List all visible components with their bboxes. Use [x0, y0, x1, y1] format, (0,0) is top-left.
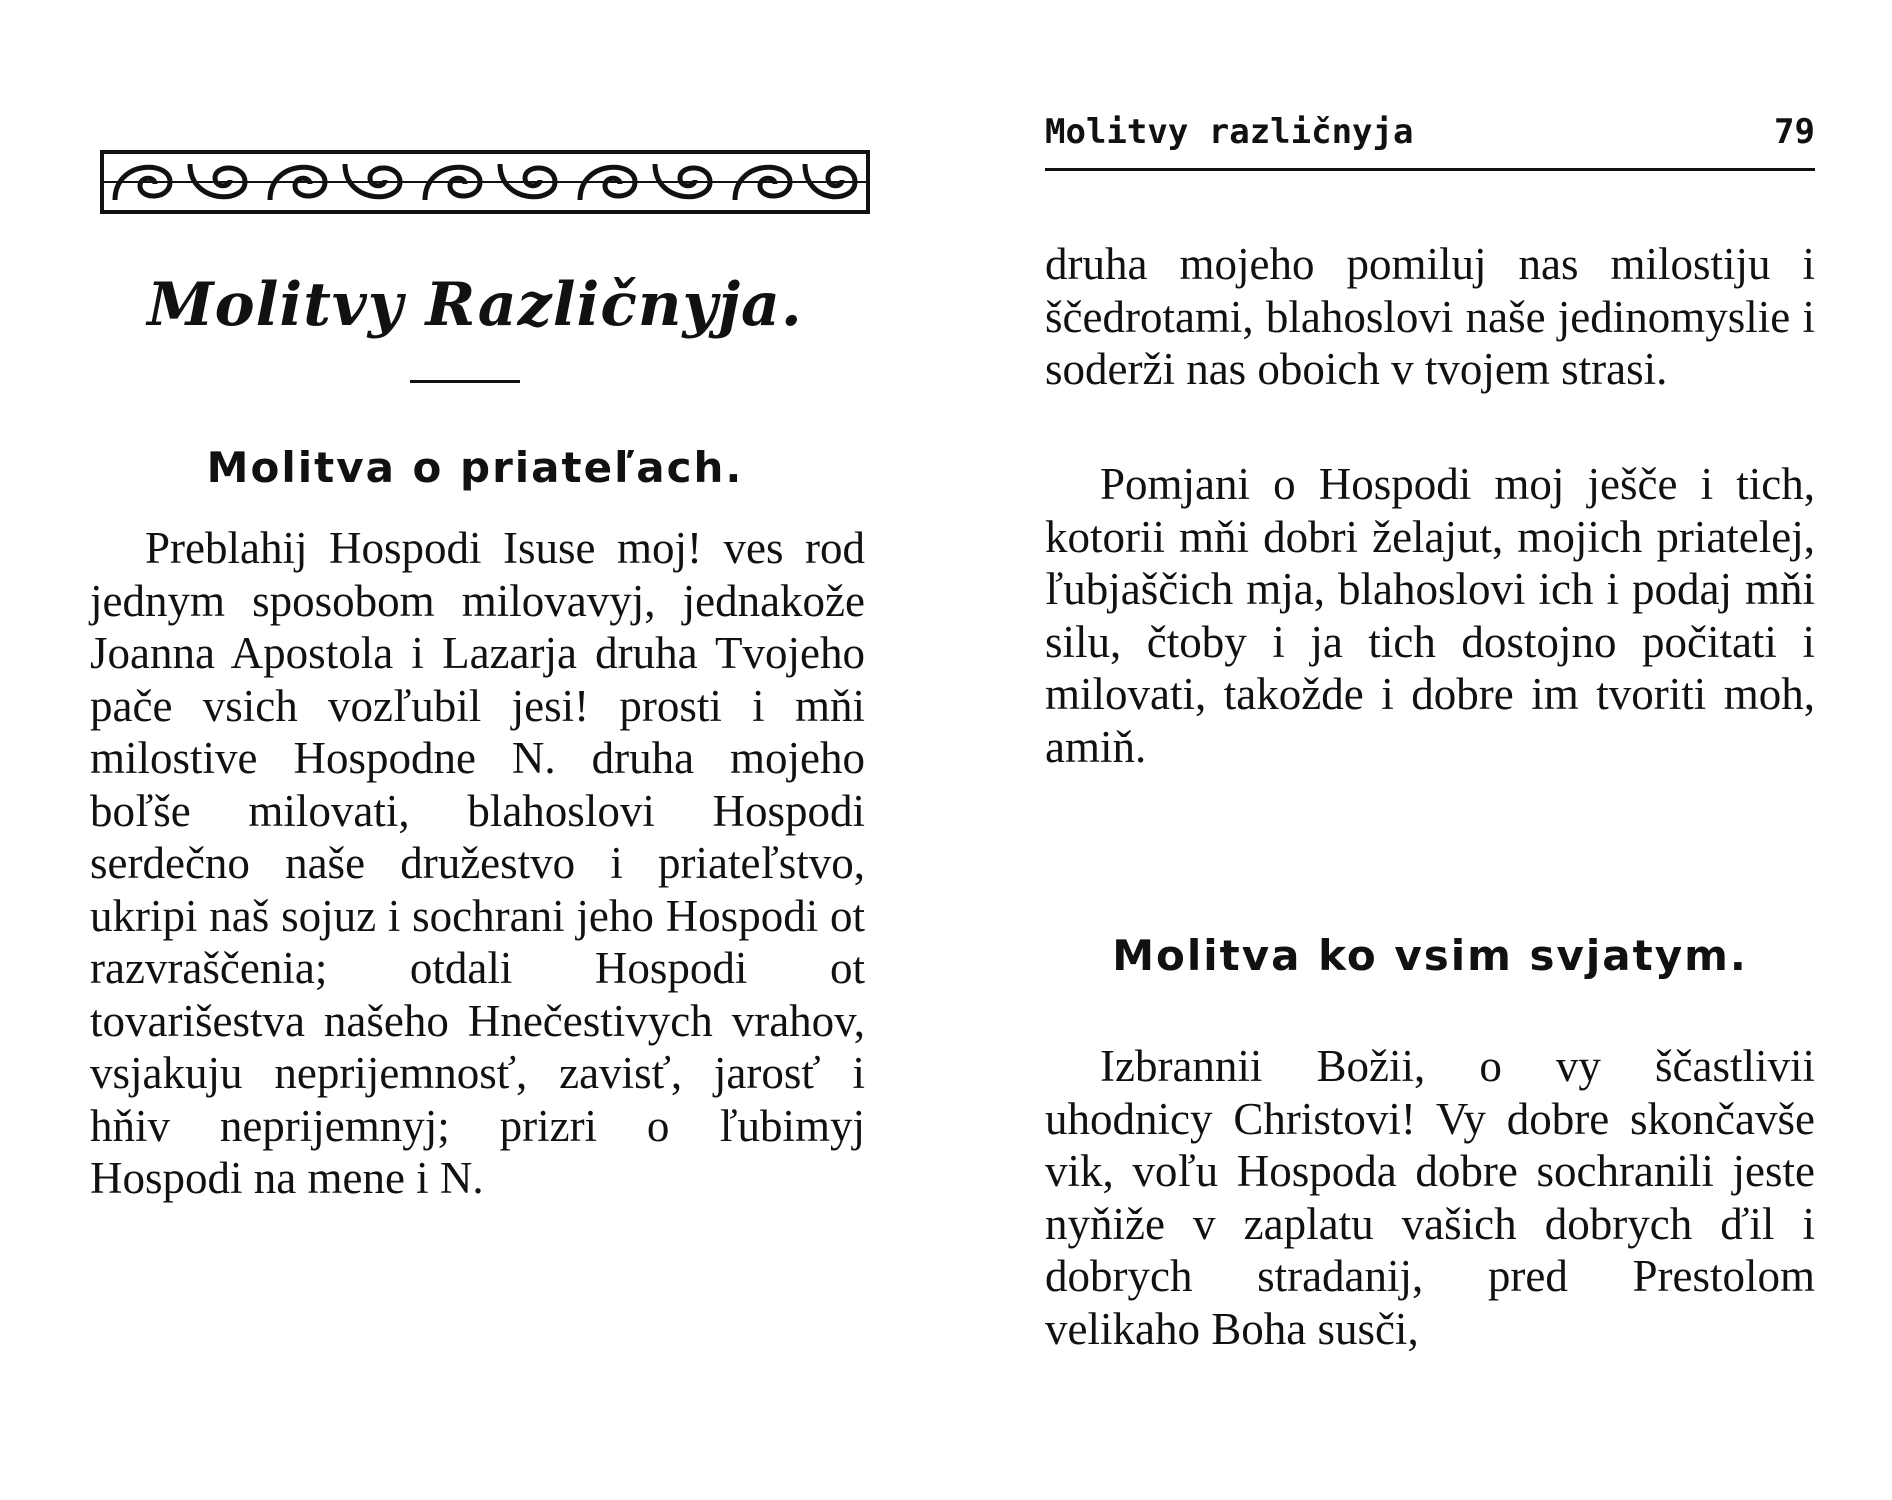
decorative-border-icon: [100, 150, 870, 214]
title-divider: [410, 380, 520, 383]
prayer-text-remember: Pomjani o Hospodi moj ješče i tich, kotorii mňi dobri želajut, mojich priatelej, ľubjaščich mja, blahoslovi ich i podaj mňi silu, čtoby i ja tich dostojno počitati i milovati, takožde i dobre im tvoriti moh, amiň.: [1045, 459, 1815, 772]
running-head: [1045, 112, 1815, 152]
running-head-rule: [1045, 168, 1815, 171]
prayer-text-friends: Preblahij Hospodi Isuse moj! ves rod jednym sposobom milovavyj, jednakože Joanna Apostola i Lazarja druha Tvojeho pače vsich vozľubil jesi! prosti i mňi milostive Hospodne N. druha mojeho boľše milovati, blahoslovi Hospodi serdečno naše družestvo i priateľstvo, ukripi naš sojuz i sochrani jeho Hospodi ot razvraščenia; otdali Hospodi ot tovarišestva našeho Hnečestivych vrahov, vsjakuju neprijemnosť, zavisť, jarosť i hňiv neprijemnyj; prizri o ľubimyj Hospodi na mene i N.: [90, 523, 865, 1203]
chapter-title: Molitvy Različnyja.: [147, 270, 803, 340]
section-heading-saints: Molitva ko vsim svjatym.: [1112, 931, 1748, 980]
page-number: 79: [1774, 112, 1815, 152]
prayer-text-continuation: druha mojeho pomiluj nas milostiju i ščedrotami, blahoslovi naše jedinomyslie i soderži nas oboich v tvojem strasi.: [1045, 239, 1815, 394]
prayer-text-saints: Izbrannii Božii, o vy ščastlivii uhodnicy Christovi! Vy dobre skončavše vik, voľu Hospoda dobre sochranili jeste nyňiže v zaplatu vašich dobrych ďil i dobrych stradanij, pred Prestolom velikaho Boha susči,: [1045, 1041, 1815, 1354]
section-heading-friends: Molitva o priateľach.: [206, 443, 744, 492]
running-head-title: Molitvy različnyja: [1045, 112, 1414, 152]
